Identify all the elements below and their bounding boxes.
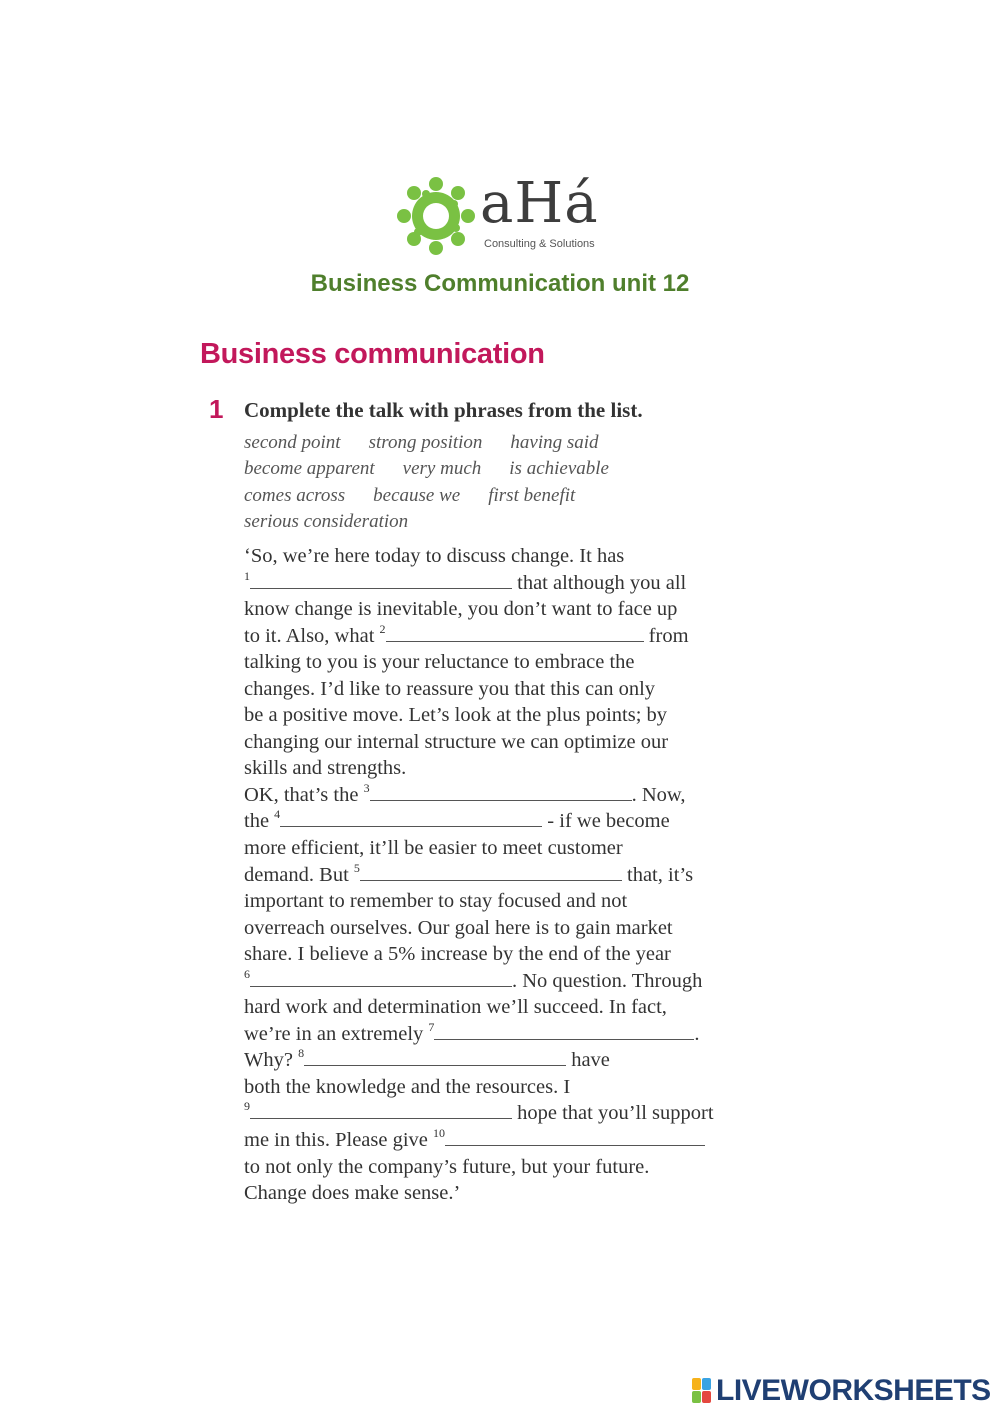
word-bank-item: comes across [244,484,346,506]
word-bank-item: because we [373,484,461,506]
blank-number: 2 [379,621,386,636]
passage-line: more efficient, it’ll be easier to meet customer [244,837,623,860]
passage-line: both the knowledge and the resources. I [244,1075,571,1098]
passage-line: Change does make sense.’ [244,1182,461,1205]
passage-line: $^6$ . No question. Through [244,966,703,992]
word-bank-item: become apparent [244,458,375,480]
company-logo [396,172,606,256]
answer-blank-8[interactable] [304,1048,566,1066]
blank-number: 7 [428,1019,435,1034]
passage-line: to not only the company’s future, but your future. [244,1155,650,1178]
word-bank-row [244,456,704,482]
blank-number: 3 [363,780,370,795]
blank-number: 1 [244,568,250,583]
blank-number: 6 [244,966,250,981]
passage-text [244,543,774,1207]
passage-line: skills and strengths. [244,757,407,780]
liveworksheets-wordmark: LIVEWORKSHEETS [716,1374,991,1407]
answer-blank-5[interactable] [360,863,622,881]
passage-line: we’re in an extremely $^7$ . [244,1019,700,1045]
blank-number: 9 [244,1099,250,1114]
logo-wordmark: aHá [480,171,599,236]
liveworksheets-icon [692,1378,712,1404]
document-title: Business Communication unit 12 [310,270,690,297]
word-bank-row [244,430,704,456]
answer-blank-10[interactable] [445,1128,705,1146]
word-bank-item: first benefit [488,484,576,506]
passage-line: the $^4$ - if we become [244,807,670,833]
answer-blank-4[interactable] [280,809,542,827]
logo-tagline: Consulting & Solutions [484,238,595,250]
word-bank-item: strong position [368,432,483,453]
passage-line: to it. Also, what $^2$ from [244,621,689,647]
blank-number: 4 [274,807,281,822]
passage-line: Why? $^8$ have [244,1046,610,1072]
passage-line: hard work and determination we’ll succeed. In fact, [244,996,667,1019]
passage-line: ‘So, we’re here today to discuss change. It has [244,545,625,567]
passage-line: demand. But $^5$ that, it’s [244,860,694,886]
answer-blank-7[interactable] [434,1022,694,1040]
passage-line: share. I believe a 5% increase by the end of the year [244,943,671,966]
word-bank [244,430,704,536]
passage-line: me in this. Please give $^{10}$ [244,1127,774,1154]
passage-line: OK, that’s the $^3$ . Now, [244,780,686,806]
star-burst-icon [396,176,476,256]
word-bank-row [244,483,704,509]
passage-line: changes. I’d like to reassure you that this can only [244,677,656,700]
passage-line: $^1$ that although you all [244,568,687,594]
answer-blank-1[interactable] [250,571,512,589]
passage-line: talking to you is your reluctance to embrace the [244,651,635,674]
answer-blank-9[interactable] [250,1101,512,1119]
passage-line: $^9$ hope that you’ll support [244,1099,714,1125]
passage-line: know change is inevitable, you don’t want to face up [244,598,678,621]
answer-blank-2[interactable] [386,624,644,642]
answer-blank-6[interactable] [250,969,512,987]
blank-number: 5 [353,860,360,875]
passage-line: important to remember to stay focused and not [244,890,628,913]
word-bank-item: very much [402,458,482,480]
blank-number: 8 [298,1046,305,1061]
exercise-instruction: Complete the talk with phrases from the list. [244,398,643,422]
section-heading: Business communication [200,338,545,370]
answer-blank-3[interactable] [370,783,632,801]
passage-line: be a positive move. Let’s look at the plus points; by [244,704,668,727]
passage-line: overreach ourselves. Our goal here is to gain market [244,916,673,939]
passage-line: changing our internal structure we can optimize our [244,730,669,753]
word-bank-item: having said [510,432,599,453]
blank-number: 10 [433,1126,446,1141]
word-bank-item: is achievable [509,458,609,480]
word-bank-item: serious consideration [244,511,409,533]
exercise-number: 1 [209,394,224,424]
word-bank-item: second point [244,432,341,453]
word-bank-row [244,509,704,535]
